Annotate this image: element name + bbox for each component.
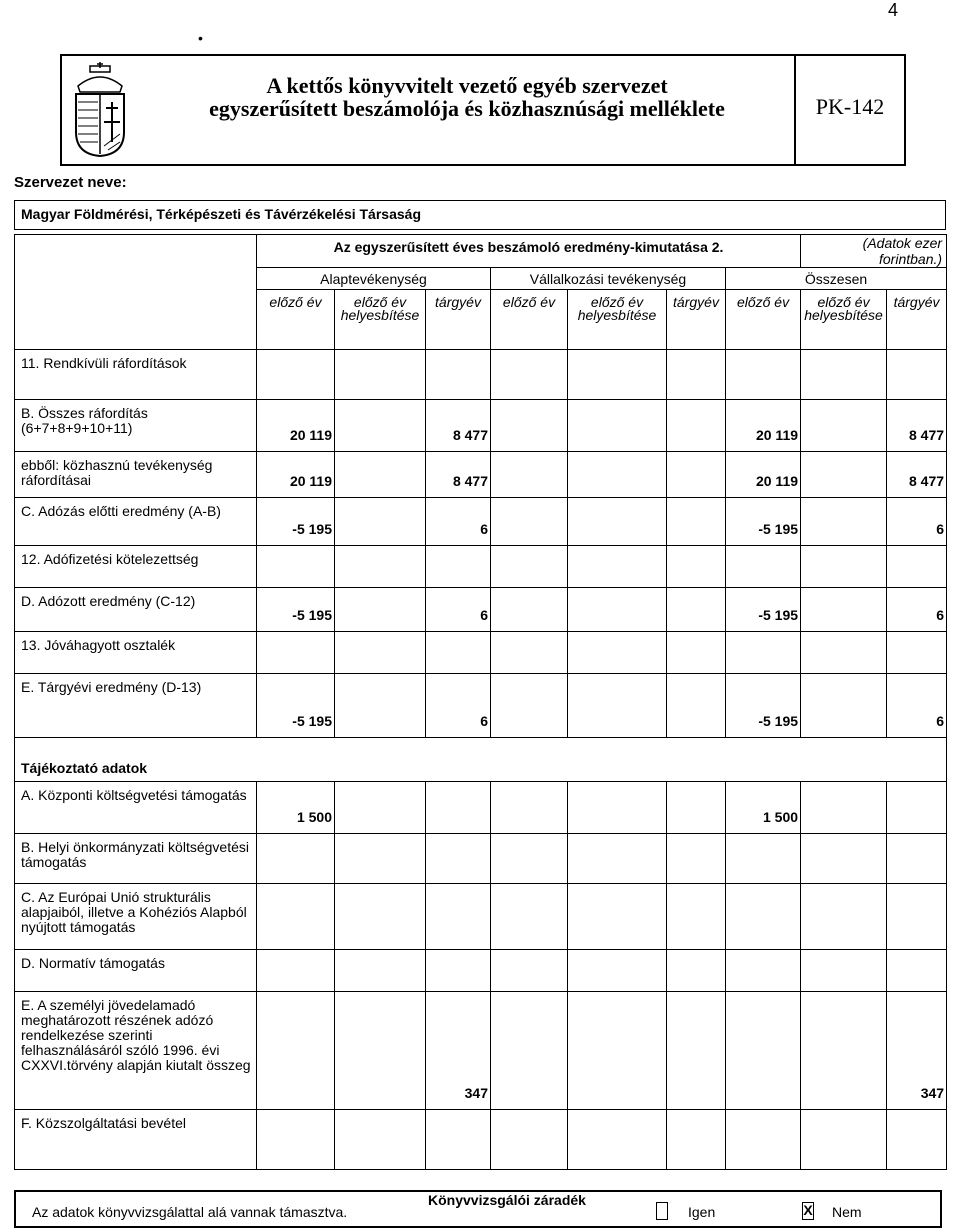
- value-cell[interactable]: [568, 782, 667, 834]
- value-cell[interactable]: [667, 950, 726, 992]
- value-cell[interactable]: [667, 498, 726, 546]
- value-cell[interactable]: -5 195: [257, 588, 335, 632]
- table-row: [15, 546, 947, 588]
- group-header-business: Vállalkozási tevékenység: [491, 268, 726, 290]
- value-cell[interactable]: [887, 350, 947, 400]
- value-cell[interactable]: [568, 950, 667, 992]
- value-cell[interactable]: 8 477: [426, 452, 491, 498]
- value-cell[interactable]: [426, 950, 491, 992]
- value-cell[interactable]: [667, 992, 726, 1110]
- value-cell[interactable]: 6: [887, 498, 947, 546]
- row-label: E. A személyi jövedelamadó meghatározott részének adózó rendelkezése szerinti felhasználásáról szóló 1996. évi CXXVI.törvény alapján kiutalt összeg: [15, 992, 257, 1110]
- value-cell[interactable]: [335, 498, 426, 546]
- value-cell[interactable]: [887, 950, 947, 992]
- value-cell[interactable]: [726, 350, 801, 400]
- auditor-clause-box: [14, 1190, 942, 1228]
- row-label: C. Adózás előtti eredmény (A-B): [15, 498, 257, 546]
- form-header: [60, 54, 906, 166]
- unit-note: (Adatok ezer forintban.): [801, 235, 947, 268]
- value-cell[interactable]: [568, 546, 667, 588]
- value-cell[interactable]: 6: [426, 498, 491, 546]
- value-cell[interactable]: [426, 1110, 491, 1170]
- value-cell[interactable]: [801, 834, 887, 884]
- value-cell[interactable]: [426, 350, 491, 400]
- table-row: [15, 632, 947, 674]
- label-header-cell: [15, 235, 257, 350]
- value-cell[interactable]: [801, 350, 887, 400]
- info-row: [15, 1110, 947, 1170]
- value-cell[interactable]: 8 477: [426, 400, 491, 452]
- checkbox-yes-label: Igen: [688, 1204, 716, 1220]
- value-cell[interactable]: [257, 834, 335, 884]
- row-label: A. Központi költségvetési támogatás: [15, 782, 257, 834]
- value-cell[interactable]: 20 119: [726, 452, 801, 498]
- value-cell[interactable]: [335, 1110, 426, 1170]
- stray-mark: •: [198, 30, 203, 46]
- value-cell[interactable]: [335, 588, 426, 632]
- value-cell[interactable]: -5 195: [257, 674, 335, 738]
- value-cell[interactable]: [426, 834, 491, 884]
- subcolumn-header: tárgyév: [887, 290, 947, 350]
- row-label: B. Helyi önkormányzati költségvetési támogatás: [15, 834, 257, 884]
- value-cell[interactable]: 1 500: [257, 782, 335, 834]
- page-number: 4: [887, 0, 898, 20]
- value-cell[interactable]: [801, 452, 887, 498]
- value-cell[interactable]: [726, 834, 801, 884]
- value-cell[interactable]: [568, 884, 667, 950]
- value-cell[interactable]: [887, 546, 947, 588]
- subcolumn-header: előző év helyesbítése: [568, 290, 667, 350]
- value-cell[interactable]: [335, 632, 426, 674]
- subcolumn-header: előző év: [257, 290, 335, 350]
- value-cell[interactable]: [257, 1110, 335, 1170]
- row-label: F. Közszolgáltatási bevétel: [15, 1110, 257, 1170]
- value-cell[interactable]: [887, 834, 947, 884]
- value-cell[interactable]: [667, 632, 726, 674]
- value-cell[interactable]: 6: [887, 588, 947, 632]
- table-row: [15, 400, 947, 452]
- value-cell[interactable]: [491, 400, 568, 452]
- value-cell[interactable]: [667, 588, 726, 632]
- value-cell[interactable]: [335, 674, 426, 738]
- info-section-row: [15, 738, 947, 782]
- value-cell[interactable]: [426, 884, 491, 950]
- value-cell[interactable]: [667, 674, 726, 738]
- value-cell[interactable]: [257, 950, 335, 992]
- value-cell[interactable]: [491, 588, 568, 632]
- value-cell[interactable]: [801, 884, 887, 950]
- value-cell[interactable]: -5 195: [726, 588, 801, 632]
- value-cell[interactable]: [568, 632, 667, 674]
- value-cell[interactable]: [426, 546, 491, 588]
- value-cell[interactable]: [667, 400, 726, 452]
- row-label: D. Normatív támogatás: [15, 950, 257, 992]
- value-cell[interactable]: [667, 884, 726, 950]
- value-cell[interactable]: [491, 452, 568, 498]
- info-row: [15, 782, 947, 834]
- value-cell[interactable]: [726, 992, 801, 1110]
- value-cell[interactable]: [568, 350, 667, 400]
- value-cell[interactable]: [801, 1110, 887, 1170]
- value-cell[interactable]: [491, 950, 568, 992]
- row-label: ebből: közhasznú tevékenység ráfordításai: [15, 452, 257, 498]
- value-cell[interactable]: -5 195: [257, 498, 335, 546]
- value-cell[interactable]: [726, 546, 801, 588]
- group-header-basic: Alaptevékenység: [257, 268, 491, 290]
- value-cell[interactable]: [667, 834, 726, 884]
- value-cell[interactable]: [887, 782, 947, 834]
- value-cell[interactable]: [491, 632, 568, 674]
- value-cell[interactable]: [568, 1110, 667, 1170]
- subcolumn-header: előző év: [726, 290, 801, 350]
- value-cell[interactable]: [257, 350, 335, 400]
- value-cell[interactable]: [491, 350, 568, 400]
- value-cell[interactable]: [726, 632, 801, 674]
- value-cell[interactable]: [568, 452, 667, 498]
- value-cell[interactable]: 6: [426, 588, 491, 632]
- value-cell[interactable]: [667, 1110, 726, 1170]
- value-cell[interactable]: [801, 400, 887, 452]
- value-cell[interactable]: [257, 992, 335, 1110]
- value-cell[interactable]: 8 477: [887, 400, 947, 452]
- value-cell[interactable]: [568, 498, 667, 546]
- value-cell[interactable]: [335, 452, 426, 498]
- value-cell[interactable]: [801, 782, 887, 834]
- form-code: PK-142: [815, 94, 885, 119]
- value-cell[interactable]: [335, 782, 426, 834]
- form-title-line1: A kettős könyvvitelt vezető egyéb szervezet: [266, 73, 668, 98]
- checkbox-no[interactable]: X: [803, 1202, 813, 1218]
- value-cell[interactable]: [887, 632, 947, 674]
- organization-name-field[interactable]: Magyar Földmérési, Térképészeti és Távérzékelési Társaság: [14, 200, 946, 230]
- value-cell[interactable]: [667, 546, 726, 588]
- value-cell[interactable]: [491, 834, 568, 884]
- value-cell[interactable]: [426, 632, 491, 674]
- value-cell[interactable]: [491, 782, 568, 834]
- value-cell[interactable]: 1 500: [726, 782, 801, 834]
- form-title-line2: egyszerűsített beszámolója és közhasznúsági melléklete: [209, 96, 725, 121]
- value-cell[interactable]: [801, 992, 887, 1110]
- table-row: [15, 498, 947, 546]
- subcolumn-header: tárgyév: [426, 290, 491, 350]
- value-cell[interactable]: [568, 588, 667, 632]
- row-label: D. Adózott eredmény (C-12): [15, 588, 257, 632]
- subcolumn-header: előző év helyesbítése: [801, 290, 887, 350]
- value-cell[interactable]: [491, 992, 568, 1110]
- value-cell[interactable]: [335, 992, 426, 1110]
- value-cell[interactable]: [335, 350, 426, 400]
- value-cell[interactable]: [568, 400, 667, 452]
- value-cell[interactable]: 6: [426, 674, 491, 738]
- value-cell[interactable]: 347: [426, 992, 491, 1110]
- subcolumn-header: előző év: [491, 290, 568, 350]
- row-label: C. Az Európai Unió strukturális alapjaiból, illetve a Kohéziós Alapból nyújtott támogatás: [15, 884, 257, 950]
- row-label: 13. Jóváhagyott osztalék: [15, 632, 257, 674]
- value-cell[interactable]: [887, 1110, 947, 1170]
- value-cell[interactable]: 6: [887, 674, 947, 738]
- value-cell[interactable]: [491, 546, 568, 588]
- value-cell[interactable]: [568, 674, 667, 738]
- value-cell[interactable]: [726, 950, 801, 992]
- value-cell[interactable]: [667, 452, 726, 498]
- value-cell[interactable]: [801, 546, 887, 588]
- info-row: [15, 950, 947, 992]
- value-cell[interactable]: [426, 782, 491, 834]
- value-cell[interactable]: [568, 834, 667, 884]
- subcolumn-header: tárgyév: [667, 290, 726, 350]
- value-cell[interactable]: [667, 350, 726, 400]
- checkbox-no-label: Nem: [832, 1204, 862, 1220]
- value-cell[interactable]: [801, 950, 887, 992]
- value-cell[interactable]: [335, 950, 426, 992]
- info-row: [15, 834, 947, 884]
- value-cell[interactable]: [335, 546, 426, 588]
- table-row: [15, 588, 947, 632]
- value-cell[interactable]: [491, 884, 568, 950]
- info-row: [15, 884, 947, 950]
- value-cell[interactable]: [257, 884, 335, 950]
- table-row: [15, 452, 947, 498]
- auditor-clause-title: Könyvvizsgálói záradék: [428, 1192, 586, 1208]
- group-header-total: Összesen: [726, 268, 947, 290]
- row-label: 12. Adófizetési kötelezettség: [15, 546, 257, 588]
- value-cell[interactable]: [667, 782, 726, 834]
- value-cell[interactable]: [257, 632, 335, 674]
- value-cell[interactable]: [801, 588, 887, 632]
- table-row: [15, 350, 947, 400]
- info-row: [15, 992, 947, 1110]
- form-title: [142, 74, 792, 120]
- value-cell[interactable]: [335, 884, 426, 950]
- row-label: B. Összes ráfordítás (6+7+8+9+10+11): [15, 400, 257, 452]
- value-cell[interactable]: [726, 1110, 801, 1170]
- checkbox-yes[interactable]: [656, 1202, 668, 1220]
- income-statement-table: [14, 234, 947, 1170]
- table-title-row: [15, 235, 947, 268]
- row-label: E. Tárgyévi eredmény (D-13): [15, 674, 257, 738]
- value-cell[interactable]: 347: [887, 992, 947, 1110]
- value-cell[interactable]: -5 195: [726, 674, 801, 738]
- audit-statement: Az adatok könyvvizsgálattal alá vannak támasztva.: [32, 1204, 348, 1220]
- value-cell[interactable]: [335, 400, 426, 452]
- value-cell[interactable]: 8 477: [887, 452, 947, 498]
- value-cell[interactable]: [726, 884, 801, 950]
- value-cell[interactable]: 20 119: [257, 452, 335, 498]
- table-row: [15, 674, 947, 738]
- value-cell[interactable]: [568, 992, 667, 1110]
- value-cell[interactable]: -5 195: [726, 498, 801, 546]
- row-label: 11. Rendkívüli ráfordítások: [15, 350, 257, 400]
- value-cell[interactable]: [257, 546, 335, 588]
- value-cell[interactable]: [335, 834, 426, 884]
- value-cell[interactable]: [491, 1110, 568, 1170]
- value-cell[interactable]: [801, 674, 887, 738]
- table-title: Az egyszerűsített éves beszámoló eredmény-kimutatása 2.: [257, 235, 801, 268]
- value-cell[interactable]: [887, 884, 947, 950]
- organization-label: Szervezet neve:: [14, 174, 127, 191]
- value-cell[interactable]: [801, 632, 887, 674]
- value-cell[interactable]: [491, 498, 568, 546]
- hungarian-coat-of-arms-icon: [68, 62, 132, 158]
- value-cell[interactable]: 20 119: [257, 400, 335, 452]
- value-cell[interactable]: [491, 674, 568, 738]
- subcolumn-header: előző év helyesbítése: [335, 290, 426, 350]
- info-section-title: Tájékoztató adatok: [15, 738, 947, 782]
- value-cell[interactable]: [801, 498, 887, 546]
- value-cell[interactable]: 20 119: [726, 400, 801, 452]
